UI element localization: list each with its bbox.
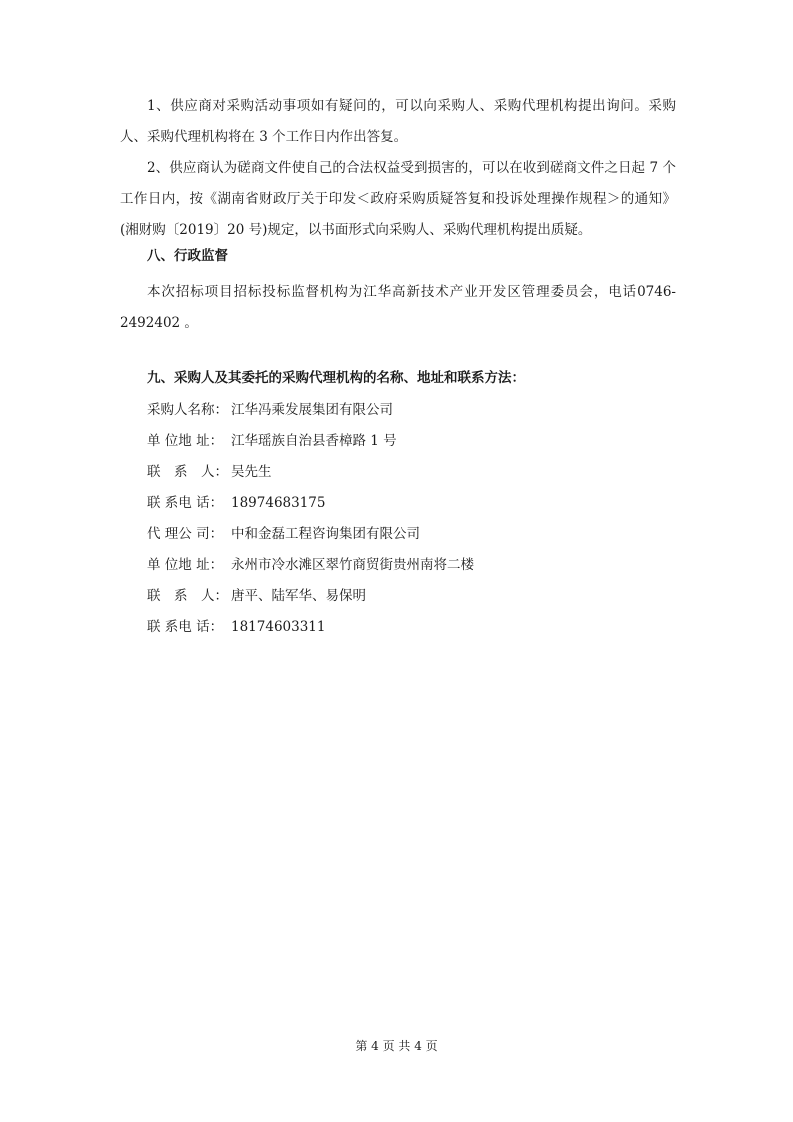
contact-label: 单 位地 址： [147, 557, 224, 573]
contact-row-purchaser-address [147, 431, 397, 451]
contact-value: 18974683175 [231, 495, 326, 511]
paragraph-inquiry: 1、供应商对采购活动事项如有疑问的，可以向采购人、采购代理机构提出询问。采购人、采购代理机构将在 3 个工作日内作出答复。 [120, 98, 676, 145]
contact-row-purchaser-person [147, 462, 272, 482]
contact-label: 联 系电 话： [147, 619, 224, 635]
contact-row-agency-address [147, 555, 474, 575]
contact-row-purchaser-name [147, 400, 393, 420]
contact-row-agency-persons [147, 586, 366, 606]
contact-label: 采购人名称： [147, 402, 228, 418]
contact-label: 联 系 人： [147, 588, 228, 604]
paragraph-challenge: 2、供应商认为磋商文件使自己的合法权益受到损害的，可以在收到磋商文件之日起 7 个工作日内，按《湖南省财政厅关于印发＜政府采购质疑答复和投诉处理操作规程＞的通知》(湘财购〔2019〕20 号)规定，以书面形式向采购人、采购代理机构提出质疑。 [120, 160, 676, 238]
contact-label: 联 系 人： [147, 464, 228, 480]
contact-label: 单 位地 址： [147, 433, 224, 449]
contact-row-agency-phone [147, 617, 325, 637]
contact-value: 唐平、陆军华、易保明 [231, 588, 366, 604]
page-number-footer: 第 4 页 共 4 页 [355, 1039, 438, 1053]
contact-value: 中和金磊工程咨询集团有限公司 [231, 526, 420, 542]
contact-row-purchaser-phone [147, 493, 325, 513]
contact-row-agency-name [147, 524, 420, 544]
contact-value: 吴先生 [231, 464, 272, 480]
contact-value: 江华瑶族自治县香樟路 1 号 [231, 433, 397, 449]
contact-value: 江华冯乘发展集团有限公司 [231, 402, 393, 418]
contact-label: 代 理公 司： [147, 526, 224, 542]
contact-value: 18174603311 [231, 619, 326, 635]
contact-label: 联 系电 话： [147, 495, 224, 511]
section-heading-contacts: 九、采购人及其委托的采购代理机构的名称、地址和联系方法： [147, 370, 525, 386]
section-heading-supervision: 八、行政监督 [147, 248, 228, 264]
paragraph-supervision: 本次招标项目招标投标监督机构为江华高新技术产业开发区管理委员会，电话0746-2492402 。 [120, 284, 676, 331]
contact-value: 永州市冷水滩区翠竹商贸街贵州南将二楼 [231, 557, 474, 573]
